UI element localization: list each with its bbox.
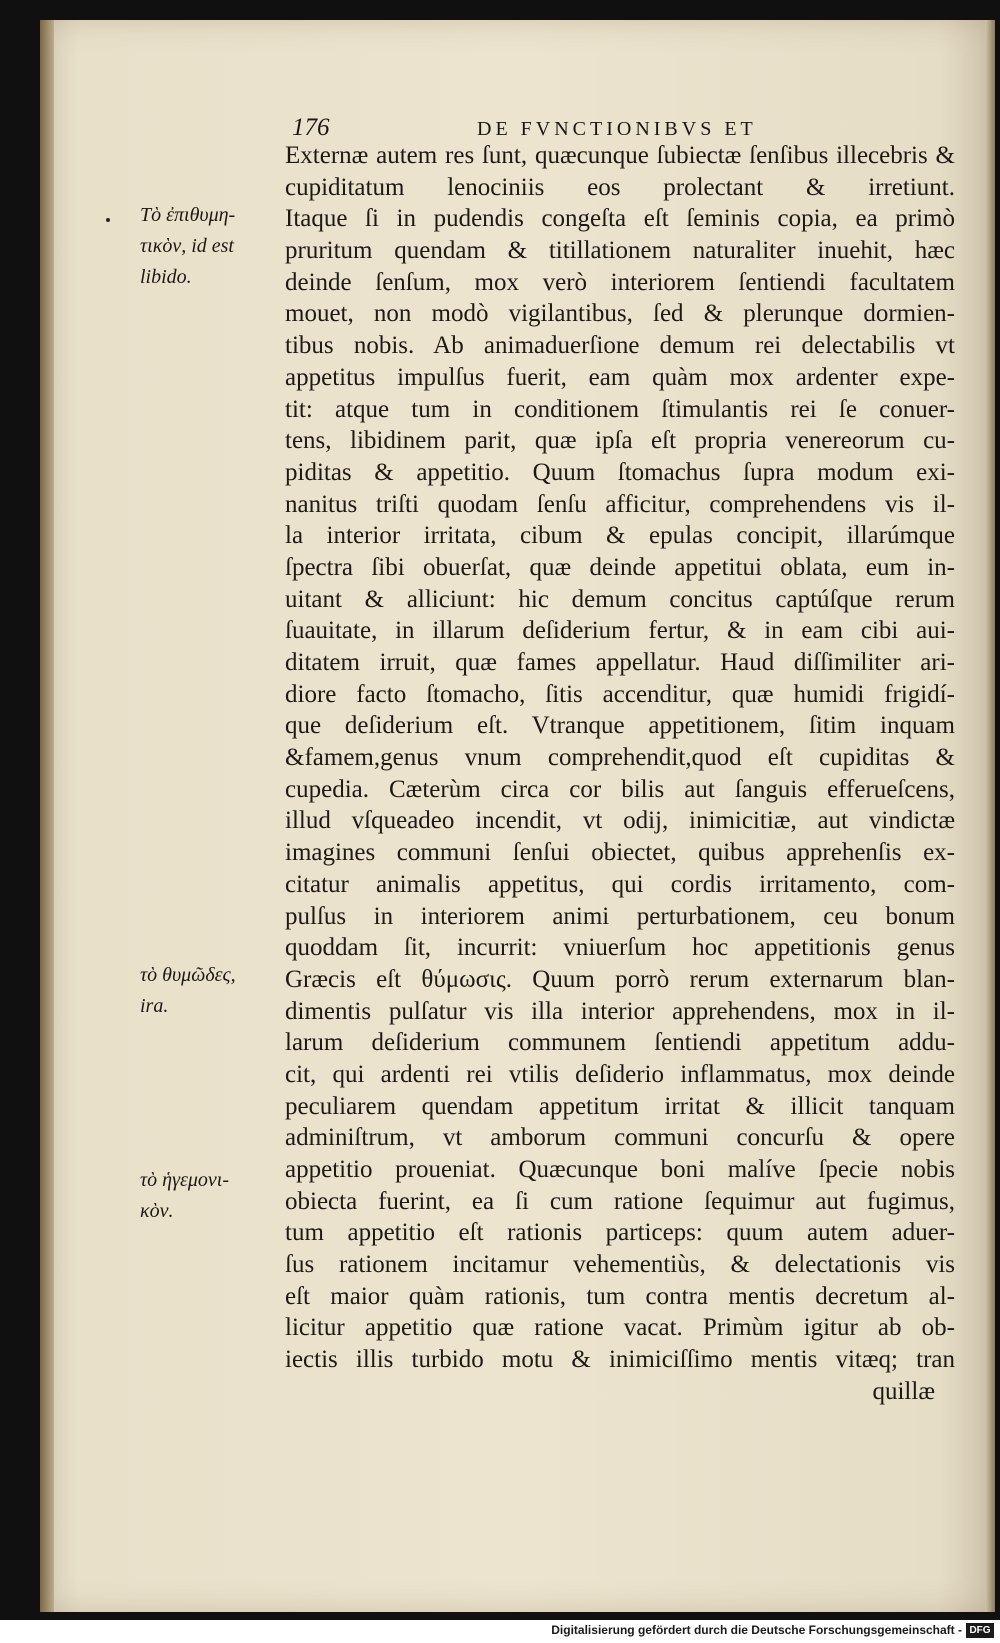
text-line: imagines communi ſenſui obiectet, quibus apprehenſis ex-	[285, 839, 955, 867]
text-line: Itaque ſi in pudendis congeſta eſt ſeminis copia, ea primò	[285, 205, 955, 233]
text-line: iectis illis turbido motu & inimiciſſimo mentis vitæq; tran	[285, 1346, 955, 1374]
text-line: Externæ autem res ſunt, quæcunque ſubiectæ ſenſibus illecebris & cupiditatum lenociniis eos prolectant & irretiunt.	[285, 142, 955, 201]
page-right-edge	[985, 20, 995, 1612]
text-line: tum appetitio eſt rationis particeps: quum autem aduer-	[285, 1219, 955, 1247]
catchword: quillæ	[872, 1377, 935, 1405]
text-line: mouet, non modò vigilantibus, ſed & plerunque dormien-	[285, 300, 955, 328]
text-line: tit: atque tum in conditionem ſtimulantis rei ſe conuer-	[285, 395, 955, 423]
text-line: cupedia. Cæterùm circa cor bilis aut ſanguis efferueſcens,	[285, 775, 955, 803]
text-line: quoddam ſit, incurrit: vniuerſum hoc appetitionis genus	[285, 934, 955, 962]
marginal-line: τὸ θυμῶδες,	[140, 964, 236, 986]
text-line: appetitio proueniat. Quæcunque boni malíve ſpecie nobis	[285, 1156, 955, 1184]
marginal-note-hegemonikon	[140, 1165, 280, 1227]
text-line: ſuauitate, in illarum deſiderium fertur, & in eam cibi aui-	[285, 617, 955, 645]
text-line: pulſus in interiorem animi perturbationem, ceu bonum	[285, 902, 955, 930]
marginal-line: κὸν.	[140, 1200, 174, 1222]
dfg-logo-icon: DFG	[966, 1623, 994, 1638]
text-line: &famem,genus vnum comprehendit,quod eſt cupiditas &	[285, 744, 955, 772]
running-head-title: DE FVNCTIONIBVS ET	[477, 118, 757, 140]
text-line: tibus nobis. Ab animaduerſione demum rei delectabilis vt	[285, 332, 955, 360]
text-line: adminiſtrum, vt amborum communi concurſu & opere	[285, 1124, 955, 1152]
marginal-note-libido	[140, 200, 280, 293]
text-line: tens, libidinem parit, quæ ipſa eſt propria venereorum cu-	[285, 427, 955, 455]
page-number: 176	[292, 114, 330, 141]
text-line: pruritum quendam & titillationem naturaliter inuehit, hæc	[285, 237, 955, 265]
text-line: peculiarem quendam appetitum irritat & illicit tanquam	[285, 1092, 955, 1120]
page-gutter-shadow	[40, 20, 54, 1612]
text-line: ſpectra ſibi obuerſat, quæ deinde appetitui oblata, eum in-	[285, 553, 955, 581]
text-line: nanitus triſti quodam ſenſu afficitur, comprehendens vis il-	[285, 490, 955, 518]
text-line: illud vſqueadeo incendit, vt odij, inimicitiæ, aut vindictæ	[285, 807, 955, 835]
margin-dot-mark	[106, 218, 110, 222]
funding-credit: Digitalisierung gefördert durch die Deutsche Forschungsgemeinschaft -	[551, 1623, 962, 1637]
text-line: que deſiderium eſt. Vtranque appetitionem, ſitim inquam	[285, 712, 955, 740]
marginal-line: Τὸ ἐπιθυμη-	[140, 204, 236, 226]
text-line: licitur appetitio quæ ratione vacat. Primùm igitur ab ob-	[285, 1314, 955, 1342]
marginal-line: libido.	[140, 266, 192, 288]
main-text-block	[285, 140, 955, 1408]
text-line: la interior irritata, cibum & epulas concipit, illarúmque	[285, 522, 955, 550]
marginal-line: τὸ ἡγεμονι-	[140, 1169, 229, 1191]
marginal-line: ira.	[140, 995, 169, 1017]
text-line: dimentis pulſatur vis illa interior apprehendens, mox in il-	[285, 997, 955, 1025]
digitization-footer	[0, 1620, 1000, 1643]
text-line: eſt maior quàm rationis, tum contra mentis decretum al-	[285, 1282, 955, 1310]
text-line: larum deſiderium communem ſentiendi appetitum addu-	[285, 1029, 955, 1057]
text-line: ſus rationem incitamur vehementiùs, & delectationis vis	[285, 1251, 955, 1279]
text-line: cit, qui ardenti rei vtilis deſiderio inflammatus, mox deinde	[285, 1060, 955, 1088]
marginal-line: τικὸν, id est	[140, 235, 234, 257]
text-line: uitant & alliciunt: hic demum concitus captúſque rerum	[285, 585, 955, 613]
text-line: ditatem irruit, quæ fames appellatur. Haud diſſimiliter ari-	[285, 649, 955, 677]
marginal-note-ira	[140, 960, 280, 1022]
text-line: diore facto ſtomacho, ſitis accenditur, quæ humidi frigidí-	[285, 680, 955, 708]
text-line: citatur animalis appetitus, qui cordis irritamento, com-	[285, 870, 955, 898]
text-line: deinde ſenſum, mox verò interiorem ſentiendi facultatem	[285, 268, 955, 296]
text-line: Græcis eſt θύμωσις. Quum porrò rerum externarum blan-	[285, 965, 955, 993]
text-line: obiecta fuerint, ea ſi cum ratione ſequimur aut fugimus,	[285, 1187, 955, 1215]
text-line: appetitus impulſus fuerit, eam quàm mox ardenter expe-	[285, 363, 955, 391]
text-line: piditas & appetitio. Quum ſtomachus ſupra modum exi-	[285, 458, 955, 486]
